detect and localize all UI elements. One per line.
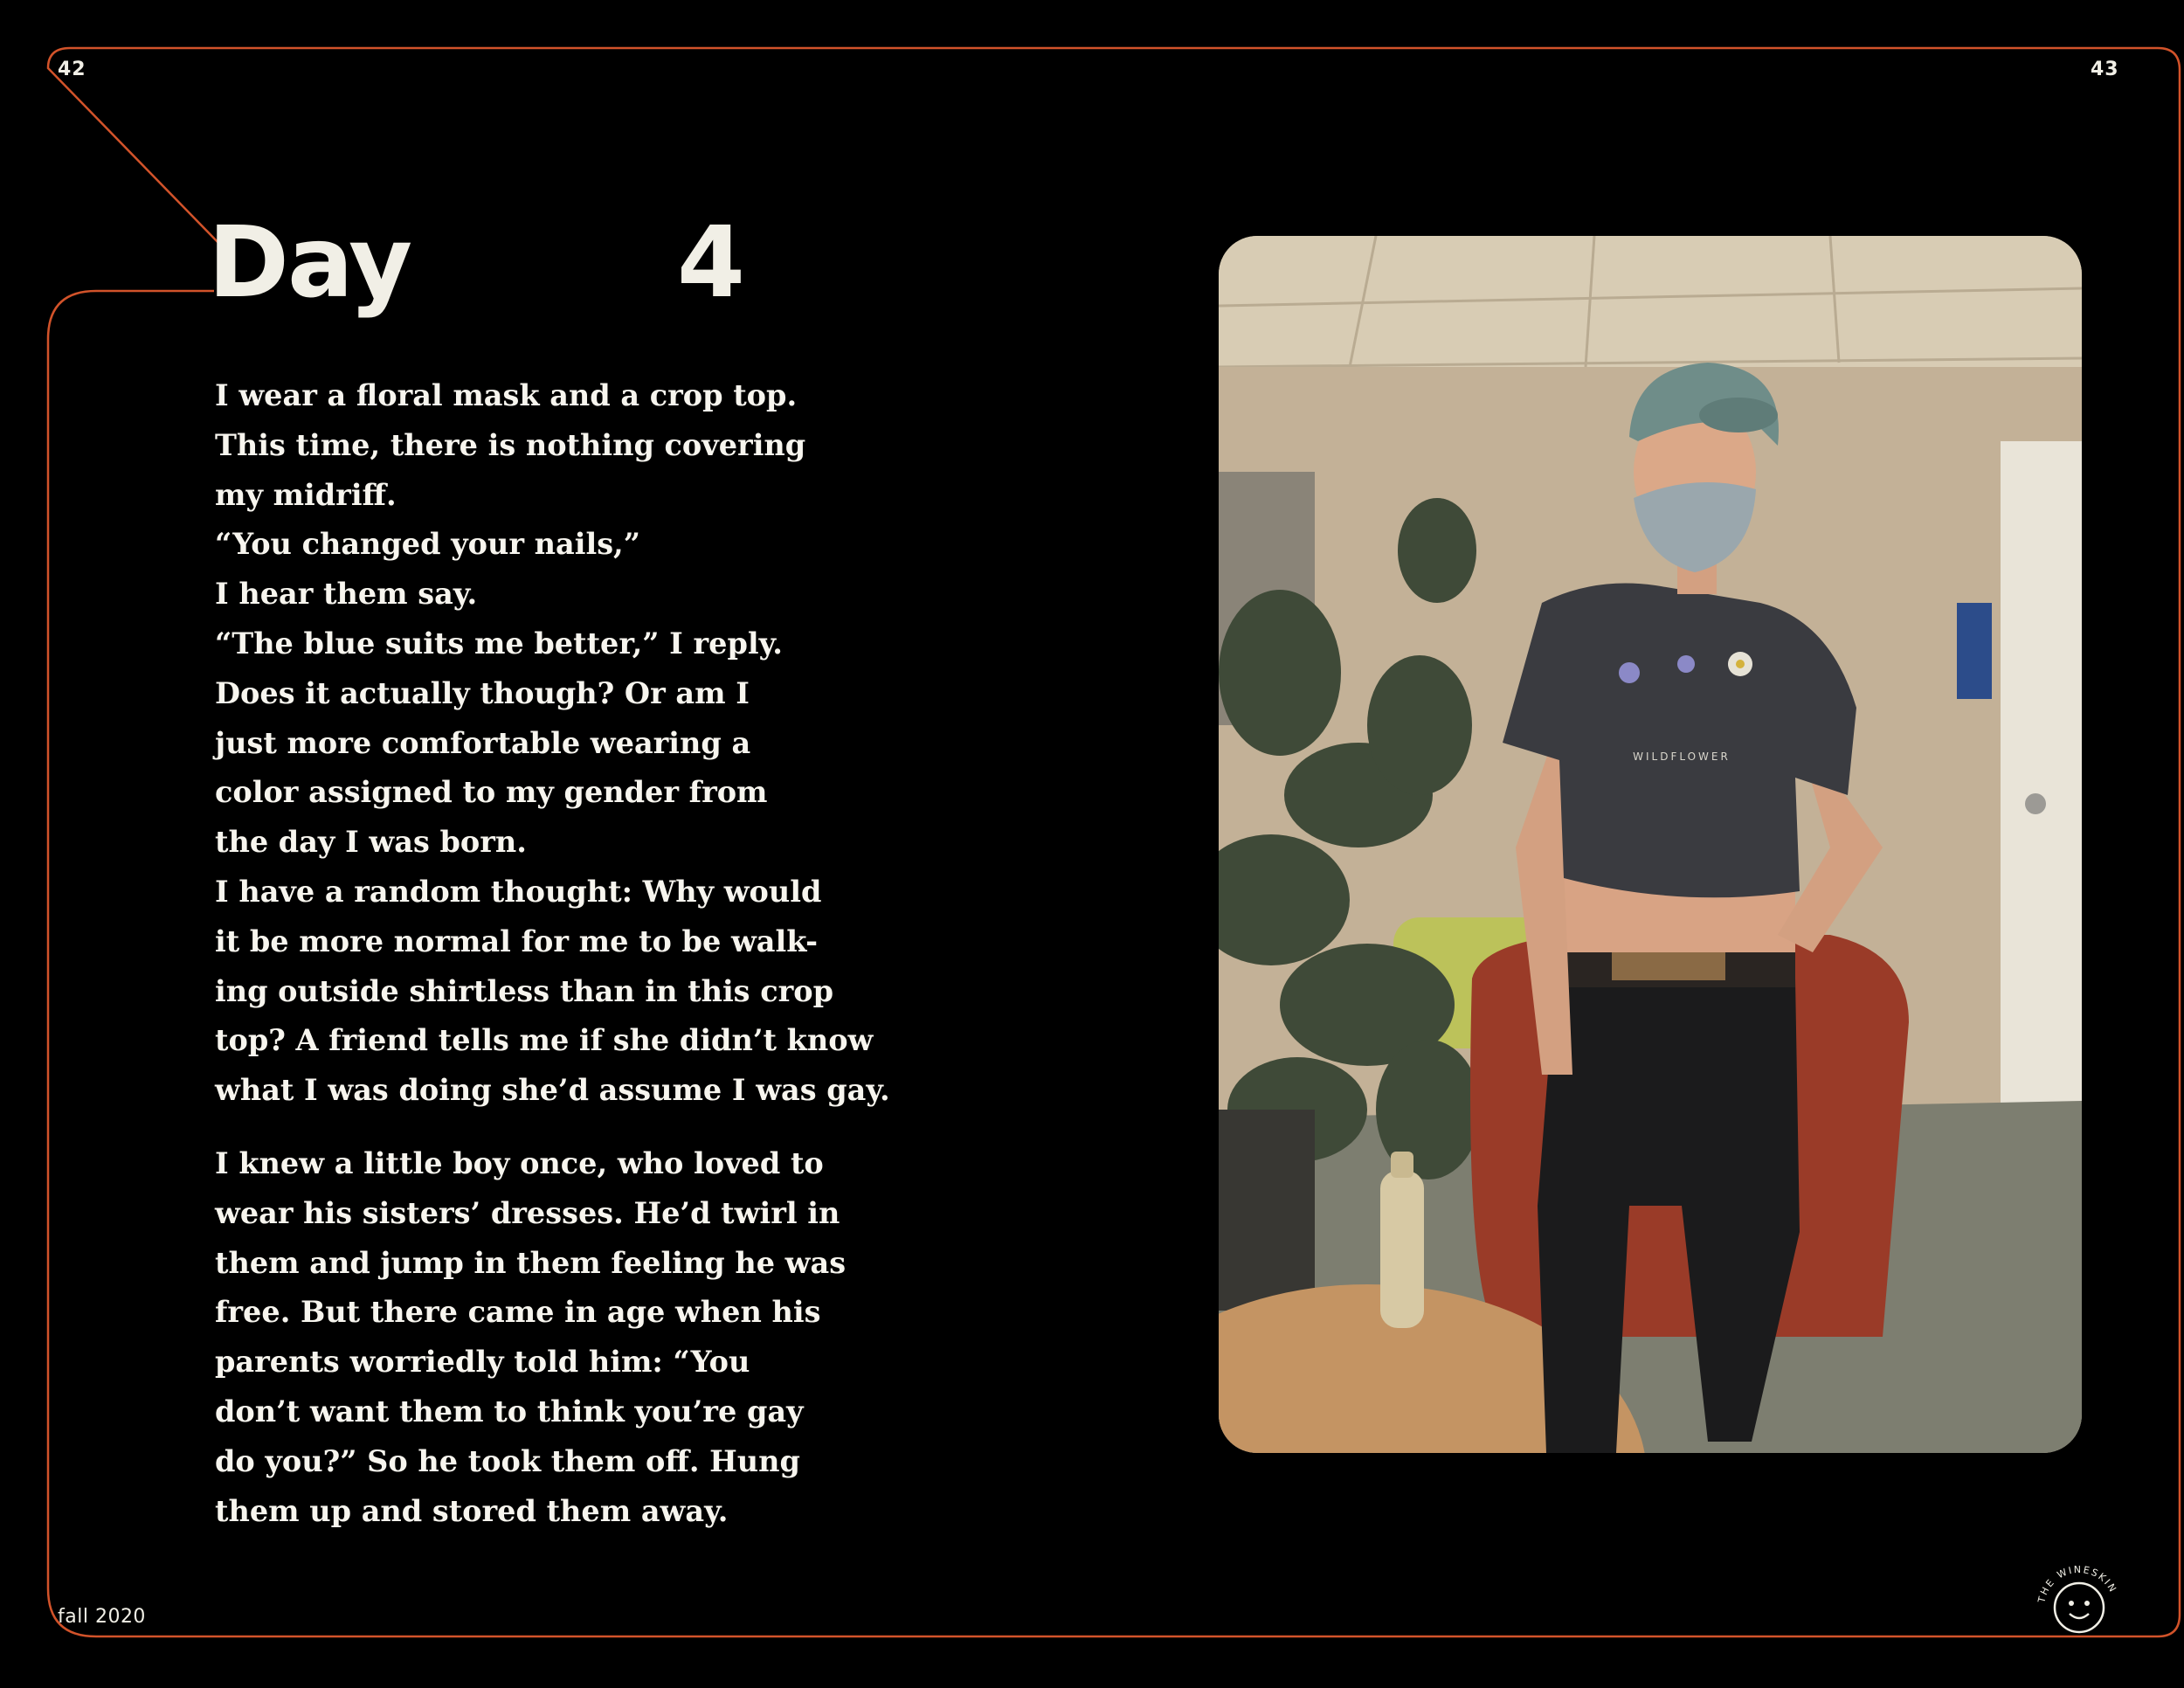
poem-line: do you?” So he took them off. Hung — [215, 1443, 800, 1478]
poem-line: what I was doing she’d assume I was gay. — [215, 1073, 890, 1108]
issue-label: fall 2020 — [58, 1606, 146, 1628]
poem-line: top? A friend tells me if she didn’t know — [215, 1023, 874, 1058]
poem-line: my midriff. — [215, 477, 397, 512]
poem-line: them up and stored them away. — [215, 1493, 729, 1528]
water-bottle — [1380, 1171, 1424, 1328]
poem-line: it be more normal for me to be walk- — [215, 924, 818, 958]
wineskin-logo — [2031, 1560, 2127, 1656]
stanza — [215, 371, 890, 1116]
poem-line: “You changed your nails,” — [215, 527, 640, 562]
poem-line: Does it actually though? Or am I — [215, 675, 750, 710]
poem-line: color assigned to my gender from — [215, 775, 768, 810]
poem-line: I knew a little boy once, who loved to — [215, 1145, 824, 1180]
poem-line: just more comfortable wearing a — [215, 725, 751, 760]
page-number-right: 43 — [2091, 59, 2119, 80]
poem-line: don’t want them to think you’re gay — [215, 1394, 804, 1429]
day-number: 4 — [677, 206, 745, 320]
poem-line: “The blue suits me better,” I reply. — [215, 626, 783, 661]
poem-line: them and jump in them feeling he was — [215, 1245, 847, 1280]
wall-sign — [1957, 603, 1992, 699]
poem-body — [215, 371, 890, 1536]
poem-line: wear his sisters’ dresses. He’d twirl in — [215, 1195, 840, 1230]
poem-line: I hear them say. — [215, 577, 478, 612]
shirt-text: WILDFLOWER — [1633, 751, 1731, 763]
poem-line: the day I was born. — [215, 825, 527, 860]
stanza — [215, 1139, 879, 1536]
ceiling — [1219, 236, 2082, 367]
door — [2001, 441, 2082, 1105]
poem-line: I wear a floral mask and a crop top. — [215, 378, 798, 412]
poem-line: This time, there is nothing covering — [215, 427, 806, 462]
portrait-photo — [1219, 236, 2082, 1453]
photo-illustration — [1219, 236, 2082, 1453]
poem-line: ing outside shirtless than in this crop — [215, 973, 834, 1008]
logo-text: THE WINESKIN — [2035, 1563, 2119, 1604]
poem-line: I have a random thought: Why would — [215, 874, 822, 909]
plant-pot — [1219, 1110, 1315, 1311]
poem-line: free. But there came in age when his — [215, 1295, 821, 1330]
door-handle — [2025, 793, 2046, 814]
poem-line: parents worriedly told him: “You — [215, 1345, 750, 1380]
page-title: Day — [208, 206, 411, 320]
page-number-left: 42 — [58, 59, 86, 80]
